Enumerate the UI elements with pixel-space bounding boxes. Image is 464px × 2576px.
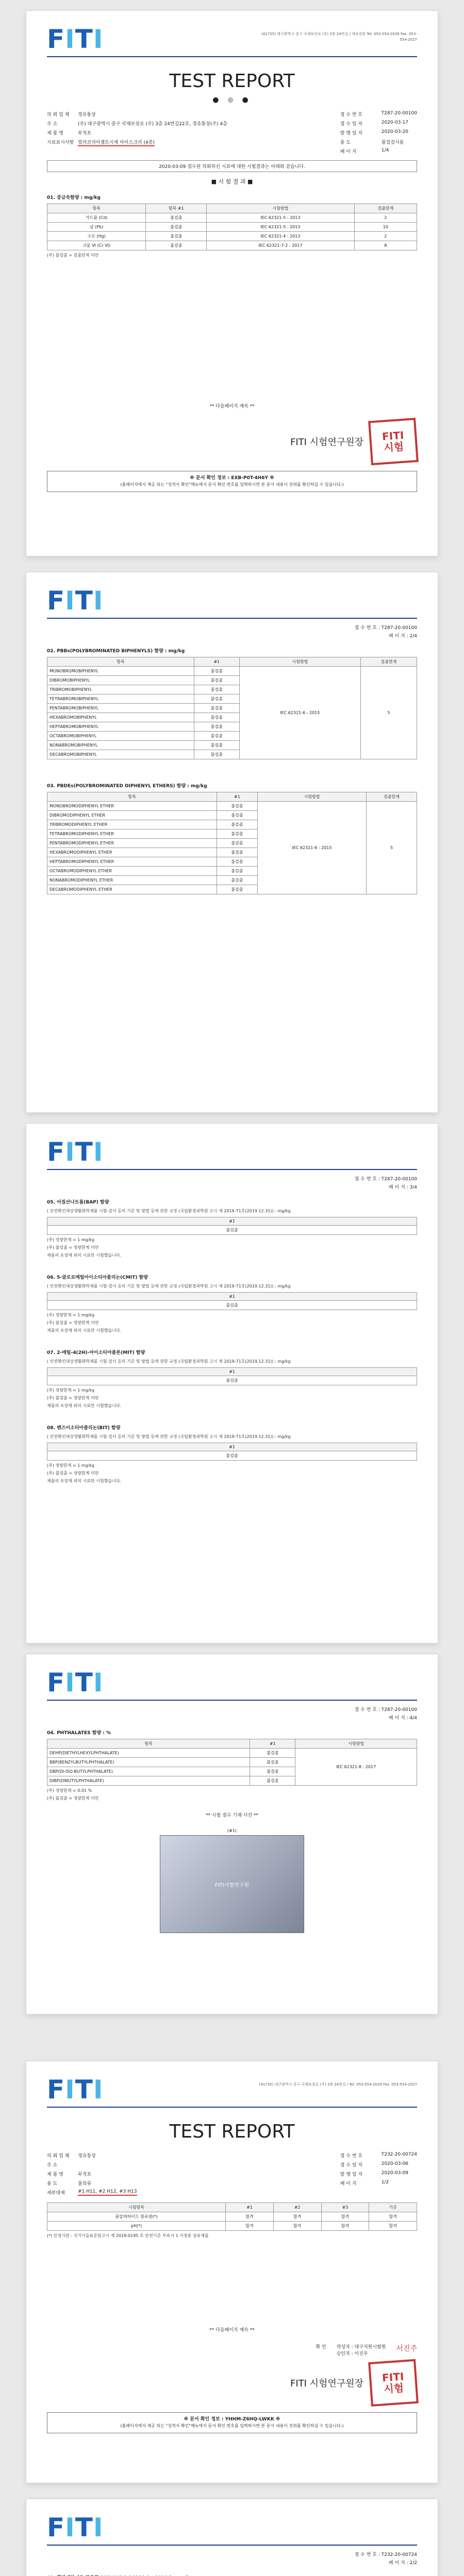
cell: HEXABROMODIPHENYL ETHER [47, 848, 217, 857]
table-row [47, 232, 417, 241]
cell: IEC 62321-5 : 2013 [207, 223, 354, 232]
report2-page1 [26, 2061, 438, 2483]
cell: 불검출 [194, 704, 239, 713]
page-value: 3/4 [409, 1185, 417, 1190]
cell: 합격 [226, 2222, 274, 2231]
cell: PENTABROMODIPHENYL ETHER [47, 839, 217, 848]
date-received-value: 2020-03-06 [381, 2161, 409, 2166]
purpose-value: 품질검사용 [381, 140, 404, 145]
table-note: (주) 불검출 = 검출한계 미만 [47, 253, 99, 258]
pbde-table [47, 792, 417, 894]
report-no-value: T232-20-00724 [381, 2552, 417, 2557]
report-no-value: T287-20-00100 [381, 1177, 417, 1182]
pbb-table [47, 657, 417, 759]
cell: 카드뮴 (Cd) [47, 213, 146, 223]
cell: 폼알데하이드 함유량(*) [47, 2212, 226, 2222]
photo-watermark: FITI시험연구원 [214, 1882, 250, 1888]
cell: 합격 [226, 2212, 274, 2222]
page-value: 1/4 [381, 148, 389, 153]
table-row [47, 2222, 417, 2231]
cell: 불검출 [146, 223, 207, 232]
cell: IEC 62321-4 : 2013 [207, 232, 354, 241]
cell: DBP(DI-ISO-BUTYLPHTHALATE) [47, 1767, 250, 1776]
cell: PENTABROMOBIPHENYL [47, 704, 194, 713]
page-value: 4/4 [409, 1716, 417, 1721]
cell: 불검출 [194, 722, 239, 732]
report-header [47, 26, 417, 57]
cell: 합격 [369, 2222, 417, 2231]
date-received-value: 2020-03-17 [381, 120, 409, 125]
writer-role: 작성자 : 대구지원시험원 [336, 2345, 386, 2350]
cell: TRIBROMOBIPHENYL [47, 685, 194, 694]
table-note: 제품의 포장재 외의 시료만 시험했습니다. [47, 1403, 122, 1408]
col-header: #1 [194, 657, 239, 667]
cell: DIBROMOBIPHENYL [47, 676, 194, 685]
col-header: #1 [217, 792, 257, 802]
date-received-label: 접 수 일 자 [340, 2163, 363, 2168]
page-label: 페 이 지 [340, 2181, 357, 2187]
page-dots: ● ● ● [212, 96, 252, 104]
cell: 합격 [321, 2212, 369, 2222]
photo-label: (#1) [227, 1828, 237, 1833]
table-row [47, 802, 417, 811]
use-label: 용 도 [47, 2181, 58, 2187]
col-header: #1 [250, 1739, 295, 1749]
table-note: (주) 불검출 = 정량한계 미만 [47, 1320, 99, 1325]
description: 2020-03-09 접수된 의뢰하신 시료에 대한 시험결과는 아래와 같습니다. [47, 160, 417, 172]
result-table [47, 1443, 417, 1461]
report-no-value: T232-20-00724 [381, 2152, 417, 2157]
approver-role: 승인자 : 이진우 [336, 2351, 368, 2357]
signature-block [47, 2343, 417, 2357]
col-header: #1 [47, 1217, 417, 1226]
col-header: #2 [273, 2203, 321, 2212]
col-header: 검출한계 [354, 204, 417, 213]
report-no-label: 접 수 번 호 [340, 2154, 363, 2159]
col-header: 시험항목 [47, 2203, 226, 2212]
section-subtitle: ( 안전확인대상생활화학제품 시험·검사 등의 기준 및 방법 등에 관한 규정 (국립환경과학원 고시 제 2019-71호(2019.12.31)) : mg/kg [47, 1209, 291, 1213]
heavy-metal-table [47, 204, 417, 250]
cell: 합격 [273, 2212, 321, 2222]
section-title: 01. 중금속함량 : mg/kg [47, 195, 101, 200]
page-value: 2/2 [409, 2561, 417, 2566]
cell: TRIBROMODIPHENYL ETHER [47, 820, 217, 829]
cell: 불검출 [217, 811, 257, 820]
col-header: #3 [321, 2203, 369, 2212]
cell: 불검출 [194, 732, 239, 741]
fiti-logo: FITI [47, 2513, 104, 2543]
purpose-label: 용 도 [340, 140, 351, 145]
result-table [47, 1367, 417, 1385]
col-header: 항목 [47, 1739, 250, 1749]
client-label: 의 뢰 업 체 [47, 2154, 70, 2159]
cell: MONOBROMOBIPHENYL [47, 667, 194, 676]
cell: 불검출 [194, 694, 239, 704]
cell: HEPTABROMOBIPHENYL [47, 722, 194, 732]
col-header: 항목 [47, 657, 194, 667]
report-no-value: T287-20-00100 [381, 111, 417, 116]
cell: 불검출 [47, 1451, 417, 1461]
table-note: 제품의 포장재 외의 시료만 시험했습니다. [47, 1253, 122, 1258]
section-title: 02. PBBs(POLYBROMINATED BIPHENYLS) 함량 : mg/kg [47, 649, 185, 654]
cell: 불검출 [217, 802, 257, 811]
col-header: 시험방법 [257, 792, 366, 802]
table-row [47, 1226, 417, 1235]
cell: 합격 [369, 2212, 417, 2222]
table-row [47, 223, 417, 232]
fiti-logo: FITI [47, 2075, 104, 2105]
official-seal: FITI 시험 [368, 2359, 419, 2406]
cell: TETRABROMOBIPHENYL [47, 694, 194, 704]
address-label: 주 소 [47, 2163, 58, 2168]
cell: 불검출 [217, 867, 257, 876]
cell: 불검출 [146, 213, 207, 223]
col-header: 시험방법 [207, 204, 354, 213]
product-label: 제 품 명 [47, 131, 63, 136]
cell: TETRABROMODIPHENYL ETHER [47, 829, 217, 839]
date-issued-value: 2020-03-09 [381, 2171, 409, 2176]
col-header: #1 [47, 1293, 417, 1301]
cell: MONOBROMODIPHENYL ETHER [47, 802, 217, 811]
cell: DEHP(DIETHYLHEXYLPHTHALATE) [47, 1749, 250, 1758]
address-value: (주) 대구광역시 중구 국채보상로 (주) 3층 24번길22호, 경유통상(주) 4층 [78, 122, 227, 127]
cell: IEC 62321-6 : 2015 [257, 802, 366, 894]
cell: 불검출 [250, 1776, 295, 1786]
report2-page2: FITI 접 수 번 호 : T232-20-00724 페 이 지 : 2/2 [26, 2499, 438, 2576]
table-note: (주) 정량한계 = 1 mg/kg [47, 1238, 95, 1242]
section-title: 05. 아질산나트륨(BAP) 함량 [47, 1200, 109, 1205]
client-label: 의 뢰 업 체 [47, 112, 70, 117]
col-header: 시험방법 [295, 1739, 417, 1749]
table-row [47, 2212, 417, 2222]
sample-value: 얼라코리아젬트시계 아이스크리 (4종) [78, 139, 155, 146]
table-row [47, 213, 417, 223]
report-no-label: 접 수 번 호 [340, 112, 363, 117]
page-label: 페 이 지 [388, 634, 405, 639]
cell: 불검출 [217, 885, 257, 894]
col-header: #1 [226, 2203, 274, 2212]
report-title: TEST REPORT [169, 71, 295, 92]
continue-note: ** 다음페이지 계속 ** [209, 404, 255, 409]
section-title: 04. PHTHALATES 함량 : % [47, 1731, 111, 1736]
sample-photo [160, 1835, 304, 1933]
product-label: 제 품 명 [47, 2172, 63, 2177]
section-title [47, 2574, 417, 2576]
summary-table [47, 2202, 417, 2231]
doc-verify-box [47, 471, 417, 492]
lab-address: (41735) 대구광역시 중구 국채보상로 (주) 3층 24번길 / Tel. 053-554-2026 Fax. 053-554-2027 [259, 2082, 417, 2087]
col-header: 항목 [47, 204, 146, 213]
cell: 불검출 [194, 676, 239, 685]
section-title: 03. PBDEs(POLYBROMINATED DIPHENYL ETHERS) 함량 : mg/kg [47, 784, 207, 789]
section-subtitle: ( 안전확인대상생활화학제품 시험·검사 등의 기준 및 방법 등에 관한 규정 (국립환경과학원 고시 제 2019-71호(2019.12.31)) : mg/kg [47, 1434, 291, 1439]
table-note: 제품의 포장재 외의 시료만 시험했습니다. [47, 1328, 122, 1333]
phthalate-table [47, 1739, 417, 1786]
cell: 불검출 [217, 848, 257, 857]
cell: IEC 62321-6 : 2015 [239, 667, 360, 759]
lab-address: (41735) 대구광역시 중구 국채보상로 (주) 3층 24번길 / 대표전화 Tel. 053-554-2026 Fax. 053-554-2027 [261, 32, 417, 42]
cell: 불검출 [194, 667, 239, 676]
table-note: (주) 불검출 = 정량한계 미만 [47, 1796, 99, 1801]
section-subtitle: ( 안전확인대상생활화학제품 시험·검사 등의 기준 및 방법 등에 관한 규정 (국립환경과학원 고시 제 2019-71호(2019.12.31)) : mg/kg [47, 1284, 291, 1289]
lab-signature [47, 419, 417, 464]
col-header: 검출한계 [360, 657, 417, 667]
col-header: 항목 #1 [146, 204, 207, 213]
report-no-label: 접 수 번 호 [354, 625, 377, 631]
sample-label: 세부대제 [47, 2191, 65, 2196]
cell: 불검출 [217, 820, 257, 829]
cell: NONABROMODIPHENYL ETHER [47, 876, 217, 885]
cell: 크롬 VI (Cr VI) [47, 241, 146, 250]
official-seal: FITI 시험 [368, 418, 419, 465]
report1-page3: FITI 접 수 번 호 : T287-20-00100 페 이 지 : 3/4 05. 아질산나트륨(BAP) 함량 ( 안전확인대상생활화학제품 시험·검사 등의 기준 및 방법 등에 관한 규정 (국립환경과학원 고시 제 2019-71호(2019.12.31)) : mg/kg #1 불검출 (주) 정량한계 = 1 mg/kg (주) 불검출 = 정량한계 미만 제품의 포장재 외의 시료만 시험했습니다. 06. 5-클로로메틸아이소티아졸리논(CMIT) 함량 ( 안전확인대상생활화학제품 시험·검사 등의 기준 및 방법 등에 관한 규정 (국립환경과학원 고시 제 2019-71호(2019.12.31)) : mg/kg #1 불검출 (주) 정량한계 = 1 mg/kg (주) 불검출 = 정량한계 미만 제품의 포장재 외의 시료만 시험했습니다. 07. 2-메틸-4(2H)-아이소티아졸론(MIT) 함량 ( 안전확인대상생활화학제품 시험·검사 등의 기준 및 방법 등에 관한 규정 (국립환경과학원 고시 제 2019-71호(2019.12.31)) : mg/kg #1 불검출 (주) 정량한계 = 1 mg/kg (주) 불검출 = 정량한계 미만 제품의 포장재 외의 시료만 시험했습니다. 08. 벤즈이소티아졸리논(BIT) 함량 ( 안전확인대상생활화학제품 시험·검사 등의 기준 및 방법 등에 관한 규정 (국립환경과학원 고시 제 2019-71호(2019.12.31)) : mg/kg #1 불검출 (주) 정량한계 = 1 mg/kg (주) 불검출 = 정량한계 미만 제품의 포장재 외의 시료만 시험했습니다. [26, 1123, 438, 1643]
fiti-logo: FITI [47, 1137, 104, 1167]
doc-verify-body: (홈페이지에서 제공 되는 "성적서 확인"메뉴에서 문서 확인 번호를 입력하시면 본 문서 내용이 진위를 확인하실 수 있습니다.) [120, 2424, 344, 2429]
cell: DECABROMOBIPHENYL [47, 750, 194, 759]
col-header: 검출한계 [367, 792, 417, 802]
continue-note: ** 다음페이지 계속 ** [209, 2328, 255, 2333]
cell: 합격 [273, 2222, 321, 2231]
doc-verify-title: ※ 문서 확인 정보 : YHHM-Z6HQ-LWKK ※ [184, 2417, 280, 2422]
table-row [47, 241, 417, 250]
col-header: #1 [47, 1368, 417, 1376]
table-row [47, 1451, 417, 1461]
report-title: TEST REPORT [169, 2121, 295, 2142]
result-table [47, 1217, 417, 1235]
cell: pH(*) [47, 2222, 226, 2231]
report1-page4: FITI 접 수 번 호 : T287-20-00100 페 이 지 : 4/4 04. PHTHALATES 함량 : % 항목 #1 시험방법 DEHP(DIETHYLHEXYLPHTHALATE) 불검출 IEC 62321-8 : 2017 BBP(BENZYLBUTYLPHTHALATE) 불검출 DBP(DI-ISO-BUTYLPHTHALATE) 불검출 DIBP(DIBUTYLPHTHALATE) 불검출 (주) 정량한계 = 0.01 % (주) 불검출 = 정량한계 미만 ** 시험 접수 기재 사진 ** (#1) FITI시험연구원 [26, 1654, 438, 2014]
table-row [47, 667, 417, 676]
page-label: 페 이 지 [340, 149, 357, 155]
cell: 불검출 [47, 1226, 417, 1235]
report-no-label: 접 수 번 호 [354, 2552, 377, 2557]
cell: 2 [354, 232, 417, 241]
table-note: (주) 정량한계 = 0.01 % [47, 1788, 92, 1793]
cell: 수은 (Hg) [47, 232, 146, 241]
cell: 불검출 [217, 829, 257, 839]
cell: 불검출 [47, 1301, 417, 1310]
results-title: ■ 시 험 결 과 ■ [211, 178, 253, 185]
doc-verify-body: (홈페이지에서 제공 되는 "성적서 확인"메뉴에서 문서 확인 번호를 입력하시면 본 문서 내용이 진위를 확인하실 수 있습니다.) [120, 482, 344, 487]
section-title: 06. 5-클로로메틸아이소티아졸리논(CMIT) 함량 [47, 1275, 148, 1280]
col-header: #1 [47, 1443, 417, 1451]
doc-verify-box [47, 2412, 417, 2433]
doc-verify-title: ※ 문서 확인 정보 : EXB-P0T-4H6Y ※ [190, 476, 274, 481]
cell: 불검출 [146, 241, 207, 250]
cell: IEC 62321-5 : 2013 [207, 213, 354, 223]
table-row [47, 1376, 417, 1385]
date-received-label: 접 수 일 자 [340, 122, 363, 127]
cell: 5 [360, 667, 417, 759]
cell: HEPTABROMODIPHENYL ETHER [47, 857, 217, 867]
report-no-value: T287-20-00100 [381, 1707, 417, 1713]
cell: 납 (Pb) [47, 223, 146, 232]
cell: OCTABROMODIPHENYL ETHER [47, 867, 217, 876]
col-header: 시험방법 [239, 657, 360, 667]
sample-label: 시료표시사항 [47, 140, 74, 145]
table-row [47, 1749, 417, 1758]
client-value: 경유통상 [78, 112, 96, 117]
page-value: 1/2 [381, 2180, 389, 2185]
confirm-label: 확 인 [316, 2345, 326, 2350]
cell: 불검출 [194, 713, 239, 722]
cell: 불검출 [217, 857, 257, 867]
table-note: (*) 인정기관 : 국가기술표준원고시 제 2018-0195 호 안전기준 부속서 1 가정용 섬유제품 [47, 2233, 209, 2238]
table-note: (주) 불검출 = 정량한계 미만 [47, 1396, 99, 1400]
cell: 불검출 [250, 1758, 295, 1767]
cell: 합격 [321, 2222, 369, 2231]
cell: 5 [367, 802, 417, 894]
date-issued-label: 발 행 일 자 [340, 2172, 363, 2177]
cell: HEXABROMOBIPHENYL [47, 713, 194, 722]
cell: IEC 62321-7-2 : 2017 [207, 241, 354, 250]
cell: DIBP(DIBUTYLPHTHALATE) [47, 1776, 250, 1786]
page-value: 2/4 [409, 634, 417, 639]
lab-name: FITI 시험연구원장 [290, 2378, 363, 2389]
cell: 2 [354, 213, 417, 223]
signature: 서진주 [396, 2345, 417, 2353]
use-value: 품의류 [78, 2181, 92, 2187]
cell: IEC 62321-8 : 2017 [295, 1749, 417, 1786]
cell: 불검출 [217, 876, 257, 885]
address-label: 주 소 [47, 122, 58, 127]
cell: 불검출 [146, 232, 207, 241]
cell: 불검출 [194, 741, 239, 750]
fiti-logo: FITI [47, 586, 104, 616]
product-value: 부직포 [78, 2172, 92, 2177]
fiti-logo: FITI [47, 1668, 104, 1698]
lab-name: FITI 시험연구원장 [290, 437, 363, 448]
photo-title: ** 시험 접수 기재 사진 ** [206, 1813, 258, 1818]
cell: DIBROMODIPHENYL ETHER [47, 811, 217, 820]
col-header: 항목 [47, 792, 217, 802]
sample-value: #1 H11, #2 H12, #3 H13 [78, 2189, 137, 2196]
cell: 불검출 [250, 1749, 295, 1758]
client-value: 경유통상 [78, 2154, 96, 2159]
cell: 불검출 [194, 750, 239, 759]
product-value: 부직포 [78, 131, 92, 136]
section-title: 07. 2-메틸-4(2H)-아이소티아졸론(MIT) 함량 [47, 1350, 145, 1355]
table-row [47, 1301, 417, 1310]
cell: 10 [354, 223, 417, 232]
lab-signature [47, 2361, 417, 2405]
section-subtitle: ( 안전확인대상생활화학제품 시험·검사 등의 기준 및 방법 등에 관한 규정 (국립환경과학원 고시 제 2019-71호(2019.12.31)) : mg/kg [47, 1359, 291, 1364]
date-issued-value: 2020-03-20 [381, 129, 409, 134]
table-note: (주) 정량한계 = 1 mg/kg [47, 1313, 95, 1317]
cell: DECABROMODIPHENYL ETHER [47, 885, 217, 894]
cell: 불검출 [250, 1767, 295, 1776]
cell: 불검출 [47, 1376, 417, 1385]
cell: OCTABROMOBIPHENYL [47, 732, 194, 741]
col-header: 기준 [369, 2203, 417, 2212]
result-table [47, 1292, 417, 1310]
cell: BBP(BENZYLBUTYLPHTHALATE) [47, 1758, 250, 1767]
table-note: (주) 불검출 = 정량한계 미만 [47, 1471, 99, 1476]
cell: 불검출 [217, 839, 257, 848]
report1-page2: FITI 접 수 번 호 : T287-20-00100 페 이 지 : 2/4 02. PBBs(POLYBROMINATED BIPHENYLS) 함량 : mg/kg 항목 #1 시험방법 검출한계 MONOBROMOBIPHENYL 불검출 IEC 62321-6 : 2015 5 DIBROMOBIPHENYL 불검출 TRIBROMOBIPHENYL 불검출 TETRABROMOBIPHENYL 불검출 PENTABROMOBIPHENYL 불검출 HEXABROMOBIPHENYL 불검출 HEPTABROMOBIPHENYL 불검출 OCTABROMOBIPHENYL 불검출 NONABROMOBIPHENYL 불검출 DECABROMOBIPHENYL 불검출 03. PBDEs(POLYBROMINATED DIPHENYL ETHERS) 함량 : mg/kg 항목 #1 시험방법 검출한계 MONOBROMODIPHENYL ETHER 불검출 IEC 62321-6 : 2015 5 DIBROMODIPHENYL ETHER 불검출 TRIBROMODIPHENYL ETHER 불검출 TETRABROMODIPHENYL ETHER 불검출 PENTABROMODIPHENYL ETHER 불검출 HEXABROMODIPHENYL ETHER 불검출 HEPTABROMODIPHENYL ETHER 불검출 OCTABROMODIPHENYL ETHER 불검출 NONABROMODIPHENYL ETHER 불검출 DECABROMODIPHENYL ETHER 불검출 [26, 572, 438, 1113]
report-no-value: T287-20-00100 [381, 625, 417, 631]
report1-page1 [26, 10, 438, 556]
table-note: (주) 정량한계 = 1 mg/kg [47, 1388, 95, 1393]
table-note: (주) 불검출 = 정량한계 미만 [47, 1245, 99, 1250]
cell: 불검출 [194, 685, 239, 694]
cell: 8 [354, 241, 417, 250]
fiti-logo: FITI [47, 24, 104, 54]
page-label: 페 이 지 [388, 2561, 405, 2566]
table-note: (주) 정량한계 = 1 mg/kg [47, 1463, 95, 1468]
date-issued-label: 발 행 일 자 [340, 131, 363, 136]
table-note: 제품의 포장재 외의 시료만 시험했습니다. [47, 1479, 122, 1483]
section-title: 08. 벤즈이소티아졸리논(BIT) 함량 [47, 1426, 121, 1431]
cell: NONABROMOBIPHENYL [47, 741, 194, 750]
